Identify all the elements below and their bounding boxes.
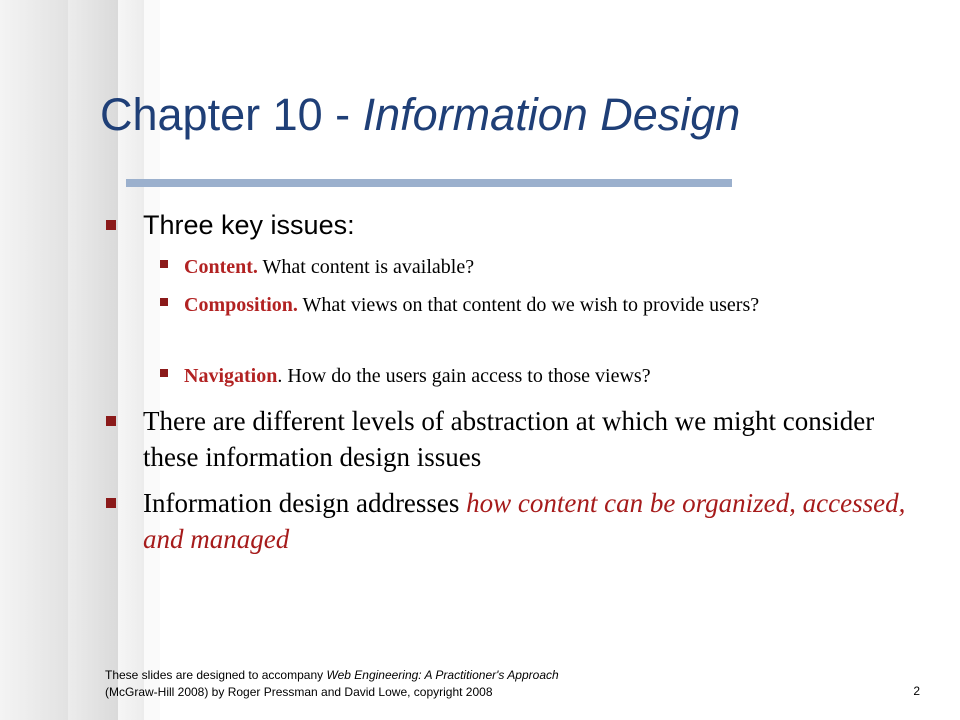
sub-bullet-term: Composition. (184, 294, 298, 316)
footer-line1-prefix: These slides are designed to accompany (105, 668, 327, 682)
sub-bullet-term: Content. (184, 256, 258, 278)
footer-book-title: Web Engineering: A Practitioner's Approach (326, 668, 559, 682)
slide-title-prefix: Chapter 10 - (100, 89, 363, 140)
sub-bullet-item (160, 361, 900, 391)
bullet-text-emphasis: how content can be organized, accessed, and managed (143, 488, 906, 554)
bullet-square-icon (106, 220, 116, 230)
bullet-text: Three key issues: (143, 210, 355, 240)
slide-title (100, 90, 930, 140)
title-divider (126, 179, 732, 187)
sub-bullet-text (184, 361, 900, 391)
sub-bullet-desc: What views on that content do we wish to provide users? (297, 294, 760, 316)
sub-bullet-text (184, 290, 900, 320)
slide-footer (105, 667, 705, 701)
slide-title-italic: Information Design (362, 89, 741, 140)
background-stripe (0, 0, 68, 720)
page-number: 2 (913, 684, 920, 698)
bullet-square-icon (106, 498, 116, 508)
bullet-text: There are different levels of abstraction at which we might consider these information design issues (143, 406, 875, 472)
sub-bullet-square-icon (160, 369, 168, 377)
sub-bullet-square-icon (160, 260, 168, 268)
footer-line2: (McGraw-Hill 2008) by Roger Pressman and David Lowe, copyright 2008 (105, 685, 493, 699)
bullet-item (106, 403, 926, 475)
sub-bullet-item (160, 290, 900, 320)
sub-bullet-desc: What content is available? (257, 256, 475, 278)
sub-bullet-term: Navigation (184, 365, 278, 387)
bullet-item (106, 209, 926, 241)
bullet-text-prefix: Information design addresses (143, 488, 467, 518)
sub-bullet-text (184, 252, 900, 282)
sub-bullet-square-icon (160, 298, 168, 306)
sub-bullet-item (160, 252, 900, 282)
sub-bullet-desc: . How do the users gain access to those views? (277, 365, 651, 387)
bullet-square-icon (106, 416, 116, 426)
bullet-text (143, 485, 926, 557)
bullet-item (106, 485, 926, 557)
